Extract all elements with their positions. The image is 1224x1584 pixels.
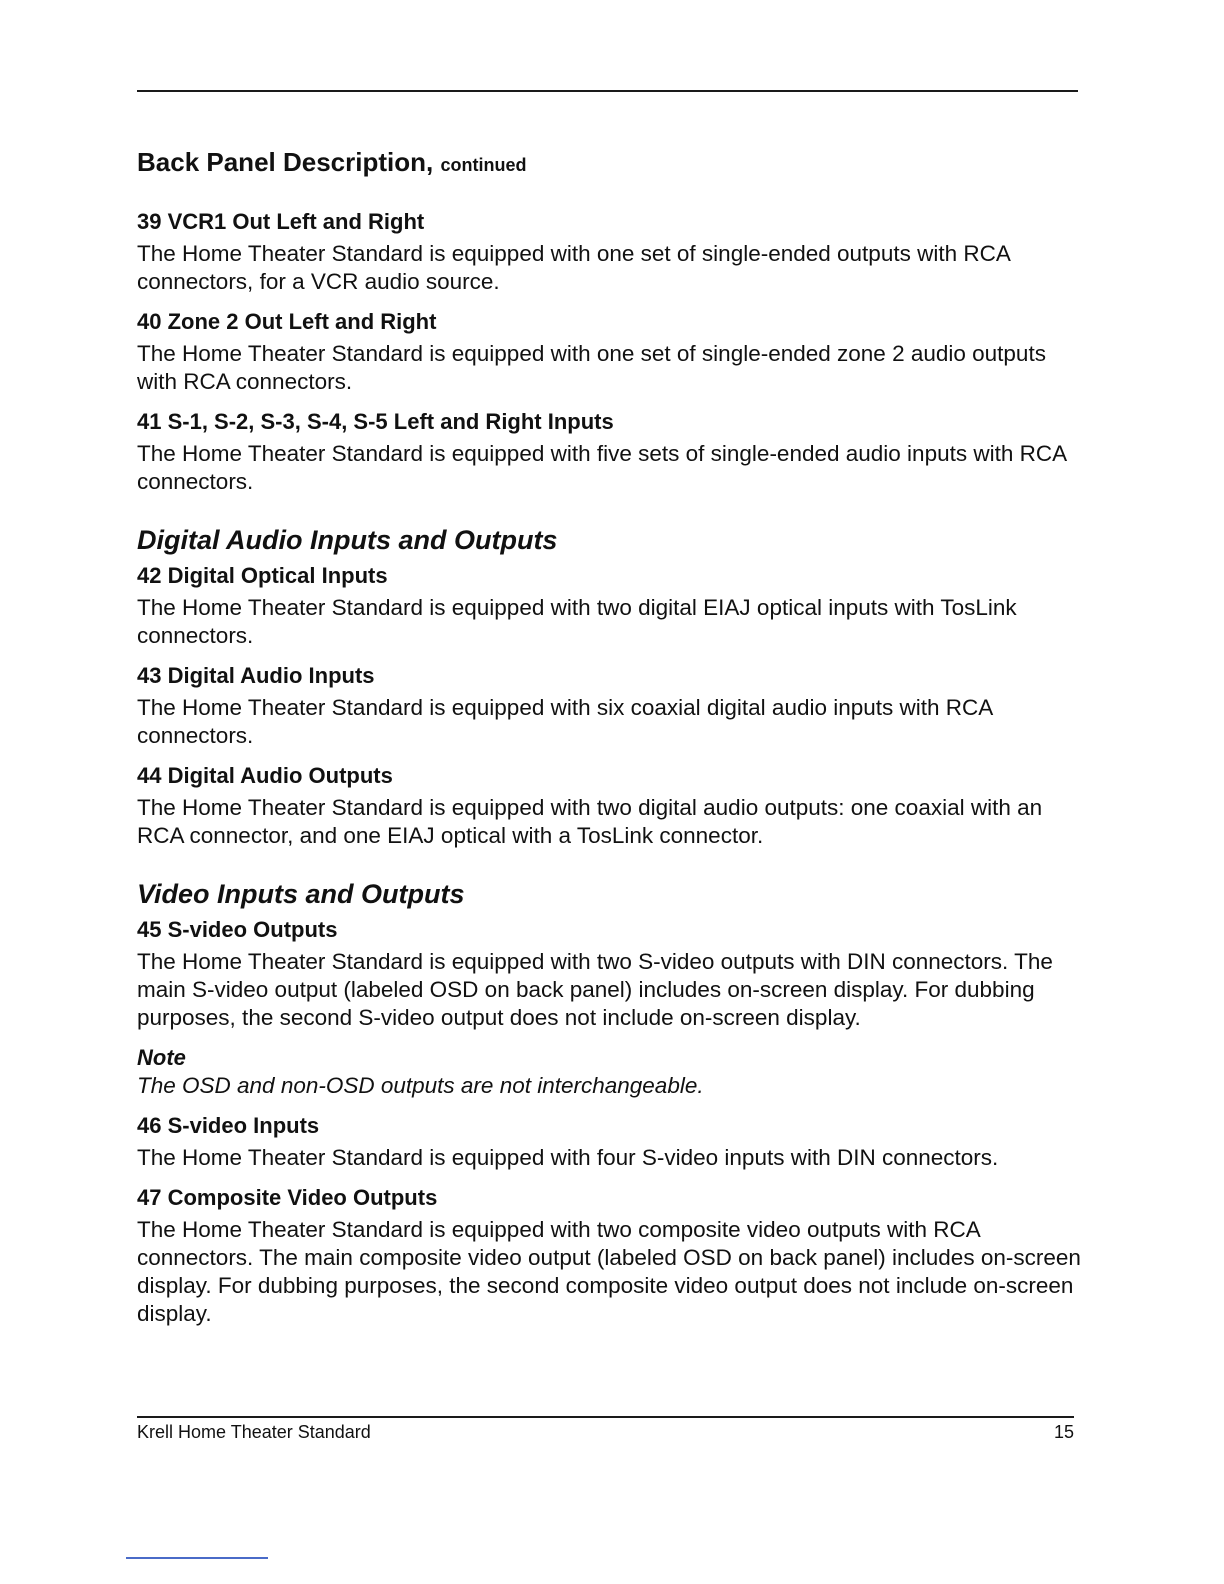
item-heading: 44 Digital Audio Outputs (137, 763, 393, 788)
item-heading: 39 VCR1 Out Left and Right (137, 209, 425, 234)
item-heading: 43 Digital Audio Inputs (137, 663, 375, 688)
item-46 (137, 1112, 1082, 1172)
item-heading: 47 Composite Video Outputs (137, 1185, 438, 1210)
page-content (137, 208, 1082, 1340)
footer-title: Krell Home Theater Standard (137, 1422, 371, 1442)
item-39 (137, 208, 1082, 296)
item-heading: 45 S-video Outputs (137, 917, 338, 942)
note-text: The OSD and non-OSD outputs are not interchangeable. (137, 1073, 704, 1098)
item-text: The Home Theater Standard is equipped with six coaxial digital audio inputs with RCA connectors. (137, 695, 993, 748)
item-41 (137, 408, 1082, 496)
section-title-digital-audio: Digital Audio Inputs and Outputs (137, 525, 558, 555)
item-43 (137, 662, 1082, 750)
page-number: 15 (1053, 1422, 1074, 1442)
page-title-suffix: continued (440, 155, 527, 175)
item-heading: 46 S-video Inputs (137, 1113, 320, 1138)
scan-mark-line (126, 1557, 268, 1559)
note-label: Note (137, 1045, 186, 1070)
note-block (137, 1044, 1082, 1100)
item-text: The Home Theater Standard is equipped with one set of single-ended zone 2 audio outputs with RCA connectors. (137, 341, 1046, 394)
item-heading: 41 S-1, S-2, S-3, S-4, S-5 Left and Right Inputs (137, 409, 614, 434)
item-42 (137, 562, 1082, 650)
item-text: The Home Theater Standard is equipped with one set of single-ended outputs with RCA connectors, for a VCR audio source. (137, 241, 1010, 294)
item-47 (137, 1184, 1082, 1328)
footer-rule (137, 1416, 1074, 1418)
page-title-text: Back Panel Description, (137, 147, 434, 177)
section-title-video: Video Inputs and Outputs (137, 879, 465, 909)
item-text: The Home Theater Standard is equipped with two S-video outputs with DIN connectors. The main S-video output (labeled OSD on back panel) includes on-screen display. For dubbing purposes, the second S-video output does not include on-screen display. (137, 949, 1053, 1030)
header-rule (137, 90, 1078, 92)
item-text: The Home Theater Standard is equipped with two composite video outputs with RCA connectors. The main composite video output (labeled OSD on back panel) includes on-screen display. For dubbing purposes, the second composite video output does not include on-screen display. (137, 1217, 1081, 1326)
item-45 (137, 916, 1082, 1032)
item-text: The Home Theater Standard is equipped with five sets of single-ended audio inputs with RCA connectors. (137, 441, 1066, 494)
item-text: The Home Theater Standard is equipped with two digital audio outputs: one coaxial with an RCA connector, and one EIAJ optical with a TosLink connector. (137, 795, 1043, 848)
item-heading: 40 Zone 2 Out Left and Right (137, 309, 437, 334)
item-text: The Home Theater Standard is equipped with four S-video inputs with DIN connectors. (137, 1145, 999, 1170)
item-40 (137, 308, 1082, 396)
item-heading: 42 Digital Optical Inputs (137, 563, 388, 588)
page-title (137, 146, 526, 181)
item-44 (137, 762, 1082, 850)
item-text: The Home Theater Standard is equipped with two digital EIAJ optical inputs with TosLink connectors. (137, 595, 1017, 648)
